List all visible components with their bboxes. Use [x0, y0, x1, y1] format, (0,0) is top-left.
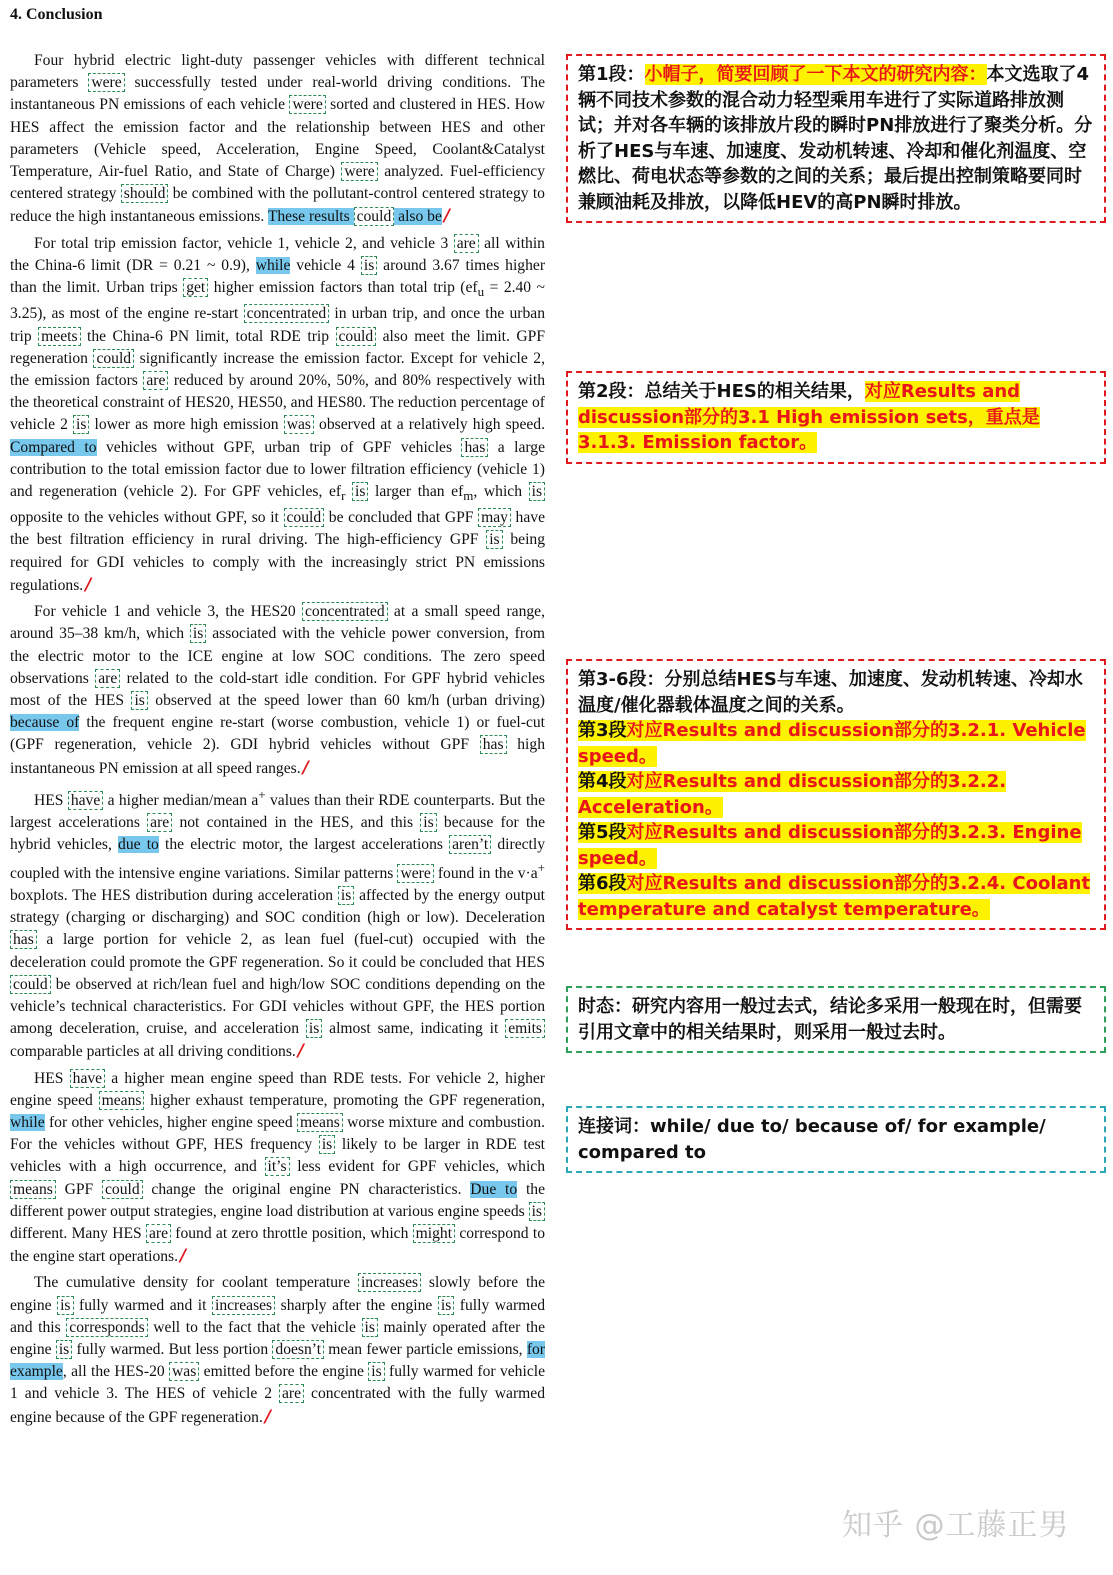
watermark: 知乎 @工藤正男	[842, 1508, 1070, 1543]
tense-verb-box: should	[121, 184, 169, 203]
text-run: higher emission factors than total trip (ef	[208, 279, 478, 297]
tense-verb-box: is	[131, 691, 147, 710]
tense-verb-box: are	[147, 813, 172, 832]
text-run: the electric motor, the largest accelerations	[158, 836, 450, 854]
tense-verb-box: concentrated	[244, 304, 330, 323]
tense-verb-box: get	[183, 278, 208, 297]
text-run: reduced by around 20%, 50%, and 80% respectively with the theoretical constraint of HES20, HES50, and HES80. The reduction percentage of vehicle 2	[10, 371, 545, 434]
text-run: be observed at rich/lean fuel and high/low SOC conditions depending on the vehicle’s technical characteristics. For GDI vehicles without GPF, the HES portion among deceleration, cruise, and acceleration	[10, 975, 545, 1038]
tense-verb-box: are	[143, 371, 168, 390]
text-run: For vehicle 1 and vehicle 3, the HES20	[34, 603, 302, 621]
tense-verb-box: it’s	[265, 1157, 290, 1176]
paragraph-end-mark: /	[443, 206, 451, 227]
text-run: GPF	[55, 1180, 102, 1198]
connective-highlight: while	[255, 256, 291, 274]
text-run: for other vehicles, higher engine speed	[44, 1113, 297, 1131]
text-run: have the best filtration efficiency in rural driving. The high-efficiency GPF	[10, 509, 545, 549]
tense-verb-box: aren’t	[449, 835, 491, 854]
text-run: almost same, indicating it	[322, 1020, 506, 1038]
tense-verb-box: concentrated	[302, 602, 388, 621]
note-text: 时态：研究内容用一般过去式，结论多采用一般现在时，但需要引用文章中的相关结果时，则采用一般过去时。	[578, 996, 1082, 1043]
text-run: also meet the limit. GPF regeneration	[10, 327, 545, 367]
text-run: fully warmed and this	[10, 1296, 545, 1336]
tense-verb-box: could	[336, 327, 377, 346]
tense-verb-box: is	[529, 482, 545, 501]
subscript: m	[463, 488, 474, 504]
text-run: likely to be larger in RDE test vehicles with a high occurrence, and	[10, 1136, 545, 1176]
text-run: a large portion for vehicle 2, as lean fuel (fuel-cut) occupied with the deceleration could promote the GPF regeneration. So it could be concluded that HES	[10, 931, 545, 971]
text-run: associated with the vehicle power conversion, from the electric motor to the ICE engine at low SOC conditions. The zero speed observations	[10, 625, 545, 687]
tense-verb-box: is	[361, 256, 377, 275]
text-run: related to the cold-start idle condition. For GPF hybrid vehicles most of the HES	[10, 669, 545, 709]
text-run: correspond to the engine start operations.	[10, 1224, 545, 1266]
tense-verb-box: doesn’t	[272, 1340, 324, 1359]
connective-highlight: Compared to	[10, 438, 97, 456]
tense-verb-box: meets	[38, 327, 80, 346]
tense-verb-box: has	[461, 438, 488, 457]
text-run: vehicle 4	[290, 256, 361, 274]
note-highlight: 对应Results and discussion部分的3.1 High emission sets，重点是3.1.3. Emission factor。	[578, 381, 1040, 453]
superscript: +	[537, 859, 545, 875]
text-run: not contained in the HES, and this	[172, 814, 421, 832]
connective-highlight: These results	[267, 208, 354, 226]
paragraph-2	[10, 233, 545, 597]
text-run: concentrated with the fully warmed engine because of the GPF regeneration.	[10, 1385, 545, 1426]
annotation-note-1	[566, 54, 1106, 223]
text-run: , which	[473, 482, 529, 500]
tense-verb-box: increases	[358, 1273, 421, 1292]
connective-highlight: also be	[394, 208, 442, 226]
conclusion-body	[10, 50, 545, 1433]
tense-verb-box: is	[486, 530, 502, 549]
tense-verb-box: is	[306, 1019, 322, 1038]
tense-verb-box: is	[368, 1362, 384, 1381]
connective-highlight: because of	[10, 714, 80, 732]
text-run: For total trip emission factor, vehicle 1, vehicle 2, and vehicle 3	[34, 234, 454, 252]
tense-verb-box: could	[10, 975, 51, 994]
text-run: significantly increase the emission factor. Except for vehicle 2, the emission factors	[10, 349, 545, 389]
text-run: The cumulative density for coolant temperature	[34, 1274, 358, 1292]
tense-verb-box: was	[284, 415, 314, 434]
tense-verb-box: increases	[212, 1296, 275, 1315]
tense-verb-box: is	[362, 1318, 378, 1337]
text-run: fully warmed. But less portion	[72, 1340, 273, 1358]
note-highlight: 对应Results and discussion部分的3.2.3. Engine speed。	[578, 822, 1082, 869]
text-run: lower as more high emission	[89, 416, 284, 434]
paragraph-end-mark: /	[302, 757, 309, 778]
text-run: HES	[34, 1069, 70, 1087]
paragraph-6	[10, 1272, 545, 1428]
annotation-note-3	[566, 659, 1106, 930]
tense-verb-box: were	[88, 73, 124, 92]
text-run: different. Many HES	[10, 1224, 146, 1242]
tense-verb-box: were	[289, 95, 325, 114]
note-highlight: 第6段	[578, 873, 627, 894]
text-run: higher exhaust temperature, promoting the GPF regeneration,	[144, 1091, 545, 1109]
text-run: observed at a relatively high speed.	[313, 416, 545, 434]
tense-verb-box: means	[297, 1113, 343, 1132]
text-run: opposite to the vehicles without GPF, so it	[10, 509, 284, 527]
text-run: comparable particles at all driving conditions.	[10, 1043, 296, 1061]
text-run: be combined with the pollutant-control centered strategy to reduce the high instantaneous emissions.	[10, 185, 545, 226]
text-run: the China-6 PN limit, total RDE trip	[80, 327, 336, 345]
text-run: fully warmed and it	[73, 1296, 212, 1314]
text-run: observed at the speed lower than 60 km/h (urban driving)	[147, 691, 545, 709]
text-run: worse mixture and combustion. For the vehicles without GPF, HES frequency	[10, 1113, 545, 1154]
connective-highlight: due to	[118, 836, 159, 854]
paragraph-1	[10, 50, 545, 229]
tense-verb-box: is	[57, 1296, 73, 1315]
text-run: mean fewer particle emissions,	[324, 1340, 527, 1358]
note-highlight: 第4段	[578, 771, 627, 792]
tense-verb-box: is	[529, 1202, 545, 1221]
note-highlight: 对应Results and discussion部分的3.2.4. Coolant temperature and catalyst temperature。	[578, 873, 1091, 920]
text-run: Four hybrid electric light-duty passenger vehicles with different technical parameters	[10, 52, 545, 92]
text-run: the frequent engine re-start (worse combustion, vehicle 1) or fuel-cut (GPF regeneration, vehicle 2). GDI hybrid vehicles without GPF	[10, 714, 545, 754]
text-run: mainly operated after the engine	[10, 1318, 545, 1358]
tense-verb-box: are	[454, 234, 479, 253]
text-run: being required for GDI vehicles to comply with the increasingly strict PN emissions regulations.	[10, 531, 545, 594]
tense-verb-box: has	[10, 930, 37, 949]
note-text: 第1段：	[578, 64, 645, 85]
tense-verb-box: is	[73, 415, 89, 434]
text-run: successfully tested under real-world driving conditions. The instantaneous PN emissions of each vehicle	[10, 74, 546, 114]
paragraph-end-mark: /	[297, 1041, 305, 1062]
subscript: u	[477, 284, 485, 300]
note-text: 连接词：while/ due to/ because of/ for example/ compared to	[578, 1116, 1046, 1163]
tense-verb-box: were	[397, 864, 433, 883]
paragraph-3	[10, 601, 545, 780]
tense-verb-box: is	[420, 813, 436, 832]
note-highlight: 对应Results and discussion部分的3.2.1. Vehicle speed。	[578, 720, 1086, 767]
tense-verb-box: is	[338, 886, 354, 905]
connective-highlight: Due to	[470, 1180, 518, 1198]
note-text: 第3-6段：分别总结HES与车速、加速度、发动机转速、冷却水温度/催化器载体温度之间的关系。	[578, 669, 1083, 716]
tense-verb-box: corresponds	[66, 1318, 147, 1337]
paragraph-5	[10, 1068, 545, 1269]
tense-verb-box: emits	[505, 1019, 545, 1038]
paragraph-4	[10, 784, 545, 1064]
tense-verb-box: means	[99, 1091, 145, 1110]
paragraph-end-mark: /	[85, 574, 92, 595]
text-run: values than their RDE counterparts. But the largest accelerations	[10, 791, 546, 832]
tense-verb-box: is	[319, 1135, 335, 1154]
annotation-note-5	[566, 1106, 1106, 1173]
text-run: analyzed. Fuel-efficiency centered strategy	[10, 163, 545, 203]
note-highlight: 对应Results and discussion部分的3.2.2. Acceleration。	[578, 771, 1007, 818]
tense-verb-box: are	[279, 1384, 304, 1403]
tense-verb-box: is	[190, 624, 206, 643]
text-run: around 3.67 times higher than the limit. Urban trips	[10, 256, 546, 297]
section-heading: 4. Conclusion	[10, 6, 103, 23]
text-run: because for the hybrid vehicles,	[10, 814, 545, 854]
subscript: r	[341, 488, 346, 504]
text-run: sorted and clustered in HES. How HES affect the emission factor and the relationship between HES and other parameters (Vehicle speed, Acceleration, Engine Speed, Coolant&Catalyst Temperature, Air-fuel Ratio, and State of Charge)	[10, 96, 546, 181]
tense-verb-box: were	[341, 162, 377, 181]
note-highlight: 第5段	[578, 822, 627, 843]
text-run: be concluded that GPF	[324, 509, 479, 527]
text-run: at a small speed range, around 35–38 km/h, which	[10, 603, 546, 643]
text-run: the different power output strategies, engine load distribution at various engine speeds	[10, 1180, 546, 1220]
text-run: boxplots. The HES distribution during acceleration	[10, 886, 338, 904]
note-highlight: 小帽子，简要回顾了一下本文的研究内容：	[644, 64, 987, 85]
connective-highlight: for example	[10, 1340, 545, 1381]
paragraph-end-mark: /	[264, 1406, 272, 1427]
text-run: found at zero throttle position, which	[171, 1224, 413, 1242]
text-run: directly coupled with the intensive engine variations. Similar patterns	[10, 836, 546, 882]
text-run: all within the China-6 limit (DR = 0.21 ~ 0.9),	[10, 234, 545, 274]
text-run: slowly before the engine	[10, 1274, 546, 1314]
tense-verb-box: could	[102, 1180, 143, 1199]
tense-verb-box: could	[93, 349, 134, 368]
paragraph-end-mark: /	[180, 1246, 187, 1267]
tense-verb-box: are	[95, 669, 120, 688]
text-run: emitted before the engine	[199, 1363, 369, 1381]
text-run: , all the HES-20	[62, 1363, 170, 1381]
tense-verb-box: may	[478, 508, 511, 527]
tense-verb-box: is	[352, 482, 368, 501]
tense-verb-box: have	[68, 791, 103, 810]
superscript: +	[258, 786, 266, 802]
text-run: a higher mean engine speed than RDE tests. For vehicle 2, higher engine speed	[10, 1069, 545, 1109]
tense-verb-box: are	[146, 1224, 171, 1243]
connective-highlight: while	[10, 1113, 45, 1131]
note-text: 第2段：总结关于HES的相关结果，	[578, 381, 865, 402]
annotation-note-2	[566, 371, 1106, 464]
note-text: 本文选取了4辆不同技术参数的混合动力轻型乘用车进行了实际道路排放测试；并对各车辆的该排放片段的瞬时PN排放进行了聚类分析。分析了HES与车速、加速度、发动机转速、冷却和催化剂温度、空燃比、荷电状态等参数的之间的关系；最后提出控制策略要同时兼顾油耗及排放，以降低HEV的高PN瞬时排放。	[578, 64, 1093, 213]
text-run: less evident for GPF vehicles, which	[289, 1158, 545, 1176]
tense-verb-box: have	[70, 1069, 105, 1088]
text-run: fully warmed for vehicle 1 and vehicle 3. The HES of vehicle 2	[10, 1363, 545, 1403]
tense-verb-box: could	[284, 508, 325, 527]
text-run: change the original engine PN characteristics.	[142, 1180, 471, 1198]
text-run: in urban trip, and once the urban trip	[10, 305, 546, 345]
tense-verb-box: is	[438, 1296, 454, 1315]
text-run: well to the fact that the vehicle	[147, 1318, 362, 1336]
text-run: a higher median/mean a	[103, 791, 259, 809]
text-run: a large contribution to the total emission factor due to lower filtration efficiency (vehicle 1) and regeneration (vehicle 2). For GPF vehicles, ef	[10, 438, 545, 500]
tense-verb-box: could	[354, 207, 395, 226]
tense-verb-box: was	[169, 1362, 199, 1381]
tense-verb-box: is	[56, 1340, 72, 1359]
tense-verb-box: means	[10, 1180, 56, 1199]
text-run: HES	[34, 791, 68, 809]
text-run: sharply after the engine	[275, 1296, 438, 1314]
text-run: affected by the energy output strategy (charging or discharging) and SOC condition (high or low). Deceleration	[10, 886, 545, 927]
text-run: vehicles without GPF, urban trip of GPF vehicles	[96, 438, 462, 456]
text-run: larger than ef	[368, 482, 464, 500]
annotation-note-4	[566, 986, 1106, 1053]
tense-verb-box: has	[480, 735, 507, 754]
text-run: found in the v·a	[433, 864, 538, 882]
text-run: high instantaneous PN emission at all speed ranges.	[10, 736, 545, 777]
tense-verb-box: might	[413, 1224, 455, 1243]
note-highlight: 第3段	[578, 720, 627, 741]
text-run: = 2.40 ~ 3.25), as most of the engine re-start	[10, 279, 545, 323]
